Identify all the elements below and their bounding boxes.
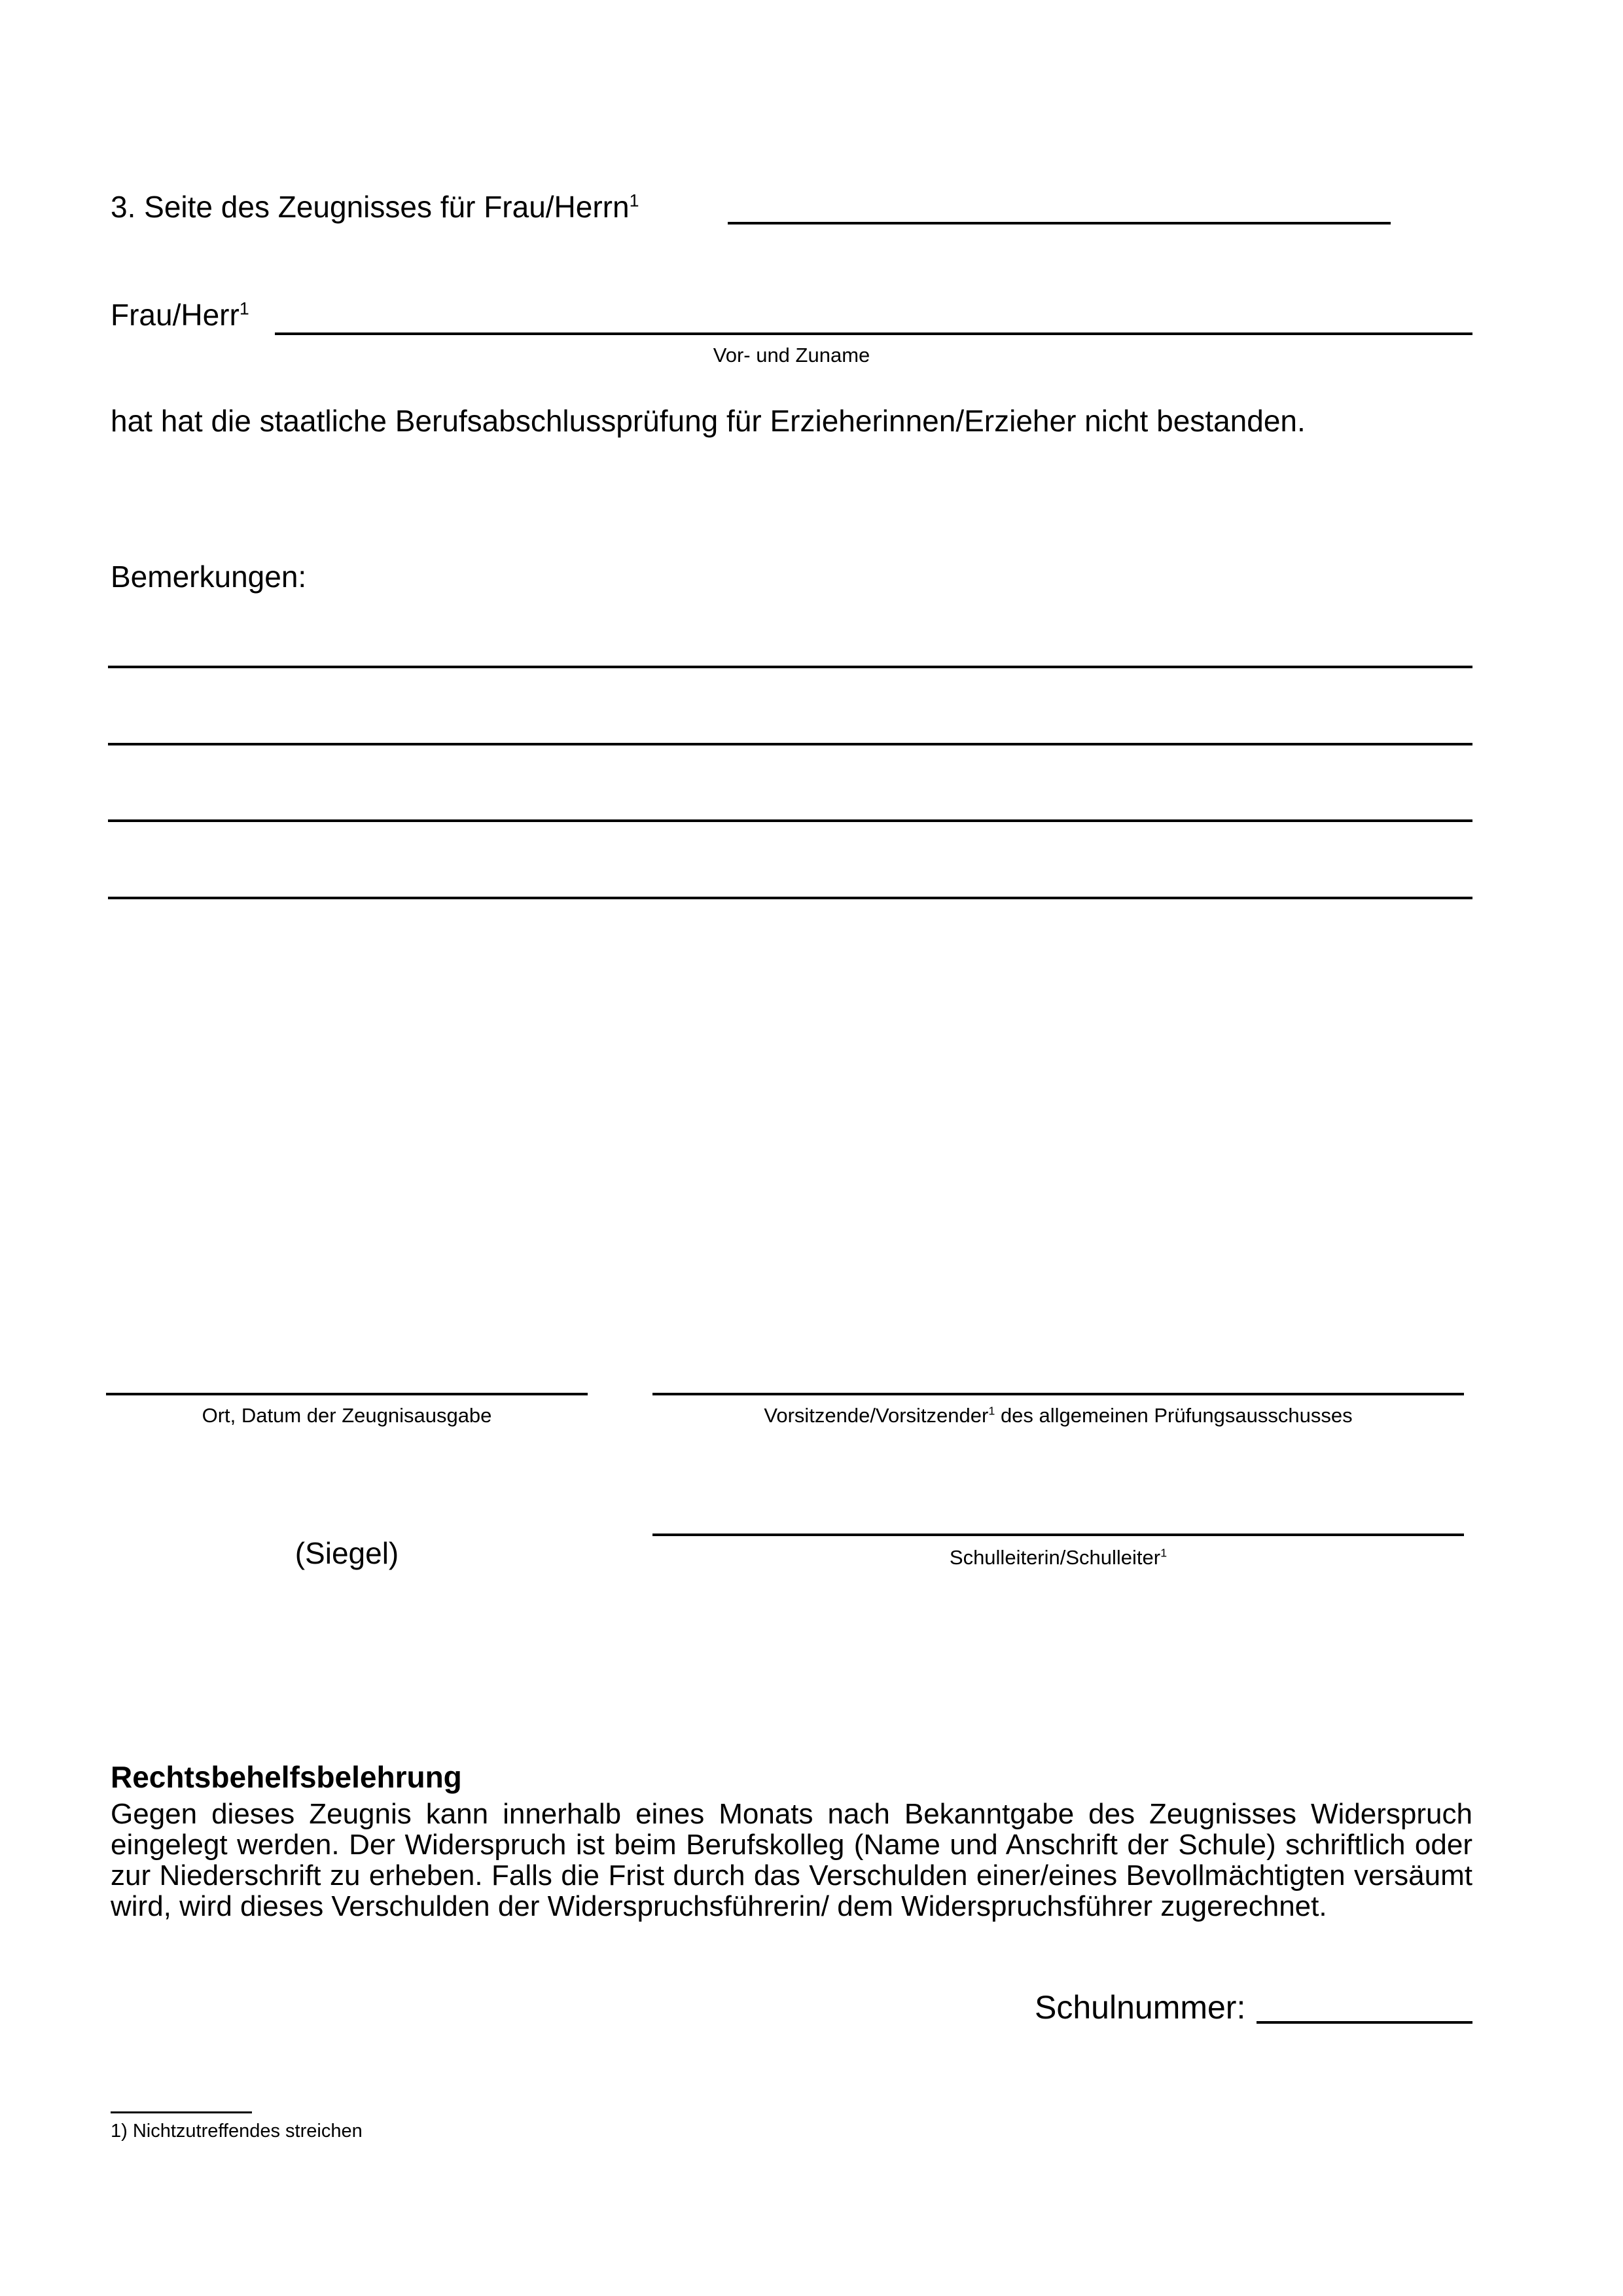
name-label <box>111 298 249 332</box>
remarks-line <box>108 666 1472 668</box>
signature-line-chair <box>652 1393 1464 1395</box>
signature-caption-place-date: Ort, Datum der Zeugnisausgabe <box>202 1404 492 1427</box>
footnote-rule <box>111 2111 252 2113</box>
footnote-marker-superscript: 1 <box>988 1404 995 1418</box>
footnote-text: 1) Nichtzutreffendes streichen <box>111 2121 363 2142</box>
legal-heading: Rechtsbehelfsbelehrung <box>111 1760 462 1794</box>
page-title-text: 3. Seite des Zeugnisses für Frau/Herrn <box>111 190 630 224</box>
seal-placeholder: (Siegel) <box>294 1536 399 1570</box>
school-number-label: Schulnummer: <box>1035 1989 1246 2026</box>
name-label-text: Frau/Herr <box>111 298 240 332</box>
chair-caption-text: Vorsitzende/Vorsitzender <box>764 1404 989 1427</box>
footnote-marker-superscript: 1 <box>239 298 249 319</box>
footnote-marker-superscript: 1 <box>1160 1546 1168 1560</box>
signature-caption-principal <box>652 1547 1464 1569</box>
remarks-label: Bemerkungen: <box>111 560 307 594</box>
page-title <box>111 190 639 224</box>
signature-line-principal <box>652 1534 1464 1536</box>
remarks-line <box>108 897 1472 899</box>
name-caption: Vor- und Zuname <box>713 344 870 367</box>
signature-caption-chair <box>652 1405 1464 1427</box>
remarks-line <box>108 743 1472 745</box>
title-fill-line <box>728 222 1391 224</box>
footnote-marker-superscript: 1 <box>629 190 639 211</box>
legal-body: Gegen dieses Zeugnis kann innerhalb eines Monats nach Bekanntgabe des Zeugnisses Widerspruch eingelegt werden. Der Widerspruch ist beim Berufskolleg (Name und Anschrift der Schule) schriftlich oder zur Niederschrift zu erheben. Falls die Frist durch das Verschulden einer/eines Bevollmächtigten versäumt wird, wird dieses Verschulden der Widerspruchsführerin/ dem Widerspruchsführer zugerechnet. <box>111 1798 1472 1922</box>
signature-line-place-date <box>106 1393 588 1395</box>
statement-text: hat hat die staatliche Berufsabschlussprüfung für Erzieherinnen/Erzieher nicht bestanden. <box>111 404 1306 438</box>
school-number-fill-line <box>1257 2021 1472 2024</box>
principal-caption-text: Schulleiterin/Schulleiter <box>949 1546 1161 1569</box>
chair-caption-text-post: des allgemeinen Prüfungsausschusses <box>995 1404 1353 1427</box>
name-fill-line <box>275 332 1472 335</box>
remarks-line <box>108 819 1472 822</box>
